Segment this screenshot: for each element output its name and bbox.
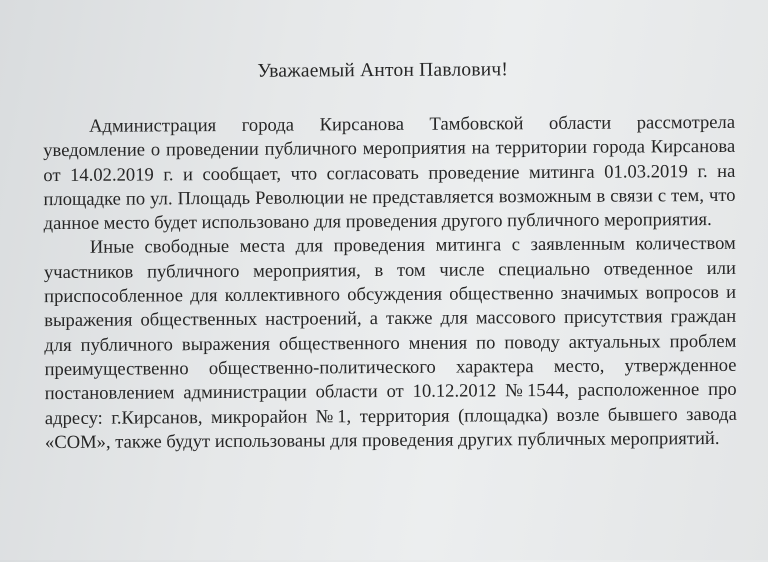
letter-paragraph-1: Администрация города Кирсанова Тамбовской области рассмотрела уведомление о проведении публичного мероприятия на территории города Кирсанова от 14.02.2019 г. и сообщает, что согласовать проведение митинга 01.03.2019 г. на площадке по ул. Площадь Революции не представляется возможным в связи с тем, что данное место будет использовано для проведения другого публичного мероприятия. — [43, 111, 736, 235]
letter-greeting: Уважаемый Антон Павлович! — [257, 59, 509, 82]
letter-body — [43, 111, 737, 455]
letter-paragraph-2: Иные свободные места для проведения митинга с заявленным количеством участников публичного мероприятия, в том числе специально отведенное или приспособленное для коллективного обсуждения общественно значимых вопросов и выражения общественных настроений, а также для массового присутствия граждан для публичного выражения общественного мнения по поводу актуальных проблем преимущественно общественно-политического характера место, утвержденное постановлением администрации области от 10.12.2012 №1544, расположенное про адресу: г.Кирсанов, микрорайон №1, территория (площадка) возле бывшего завода «СОМ», также будут использованы для проведения других публичных мероприятий. — [43, 233, 737, 453]
